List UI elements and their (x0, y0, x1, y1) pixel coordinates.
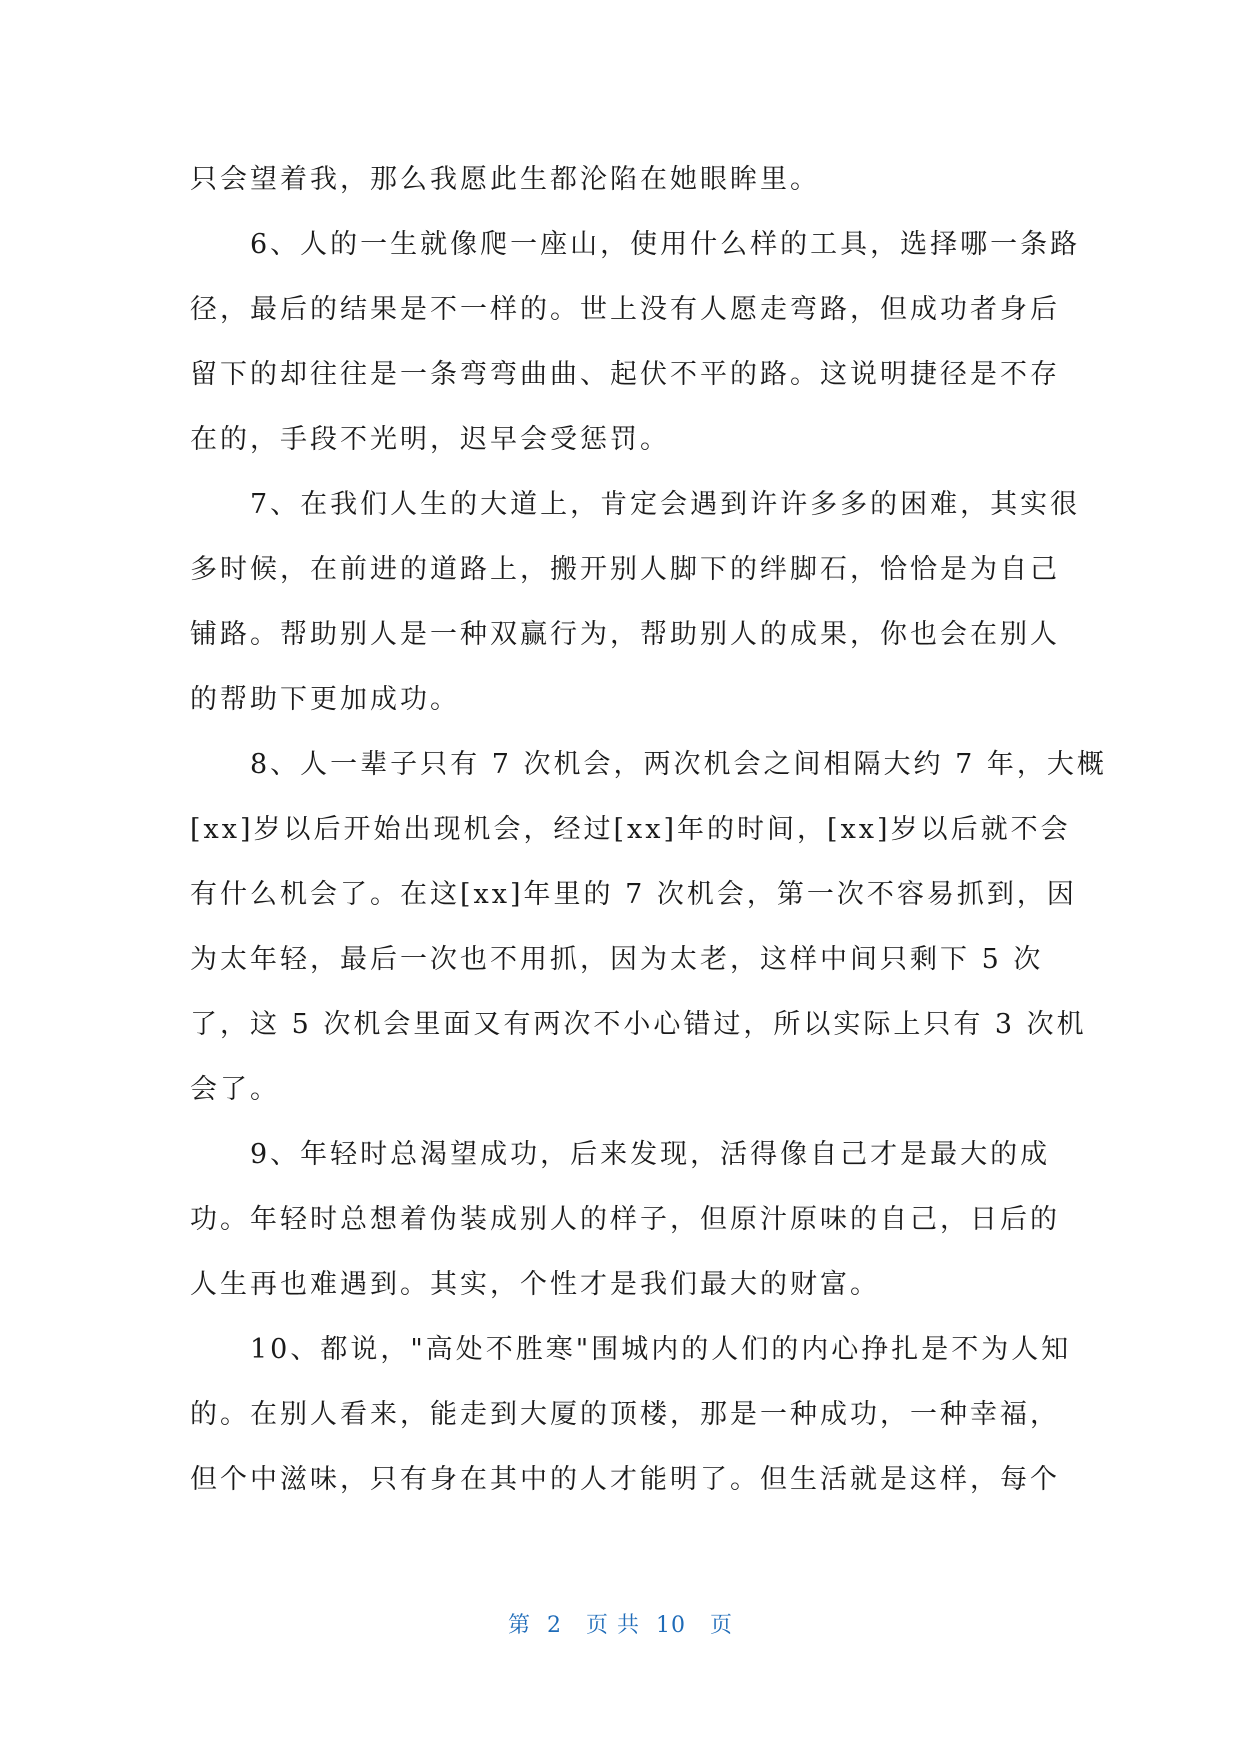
text-line: 功。年轻时总想着伪装成别人的样子，但原汁原味的自己，日后的 (190, 1204, 1060, 1235)
text-line: 10、都说，"高处不胜寒"围城内的人们的内心挣扎是不为人知 (190, 1334, 1072, 1365)
text-line: 径，最后的结果是不一样的。世上没有人愿走弯路，但成功者身后 (190, 294, 1060, 325)
text-line: 了，这 5 次机会里面又有两次不小心错过，所以实际上只有 3 次机 (190, 1009, 1087, 1040)
text-line: 人生再也难遇到。其实，个性才是我们最大的财富。 (190, 1269, 880, 1300)
text-line: [xx]岁以后开始出现机会，经过[xx]年的时间，[xx]岁以后就不会 (190, 814, 1071, 845)
text-line: 只会望着我，那么我愿此生都沦陷在她眼眸里。 (190, 164, 820, 195)
text-line: 留下的却往往是一条弯弯曲曲、起伏不平的路。这说明捷径是不存 (190, 359, 1060, 390)
text-line: 8、人一辈子只有 7 次机会，两次机会之间相隔大约 7 年，大概 (190, 749, 1107, 780)
text-line: 多时候，在前进的道路上，搬开别人脚下的绊脚石，恰恰是为自己 (190, 554, 1060, 585)
text-line: 会了。 (190, 1074, 280, 1105)
text-line: 铺路。帮助别人是一种双赢行为，帮助别人的成果，你也会在别人 (190, 619, 1060, 650)
page-footer: 第 2 页 共 10 页 (508, 1613, 733, 1638)
text-line: 但个中滋味，只有身在其中的人才能明了。但生活就是这样，每个 (190, 1464, 1060, 1495)
text-line: 9、年轻时总渴望成功，后来发现，活得像自己才是最大的成 (190, 1139, 1051, 1170)
text-line: 6、人的一生就像爬一座山，使用什么样的工具，选择哪一条路 (190, 229, 1081, 260)
text-line: 的帮助下更加成功。 (190, 684, 460, 715)
text-line: 在的，手段不光明，迟早会受惩罚。 (190, 424, 670, 455)
text-line: 为太年轻，最后一次也不用抓，因为太老，这样中间只剩下 5 次 (190, 944, 1044, 975)
text-line: 有什么机会了。在这[xx]年里的 7 次机会，第一次不容易抓到，因 (190, 879, 1077, 910)
text-line: 的。在别人看来，能走到大厦的顶楼，那是一种成功，一种幸福， (190, 1399, 1060, 1430)
text-line: 7、在我们人生的大道上，肯定会遇到许许多多的困难，其实很 (190, 489, 1081, 520)
